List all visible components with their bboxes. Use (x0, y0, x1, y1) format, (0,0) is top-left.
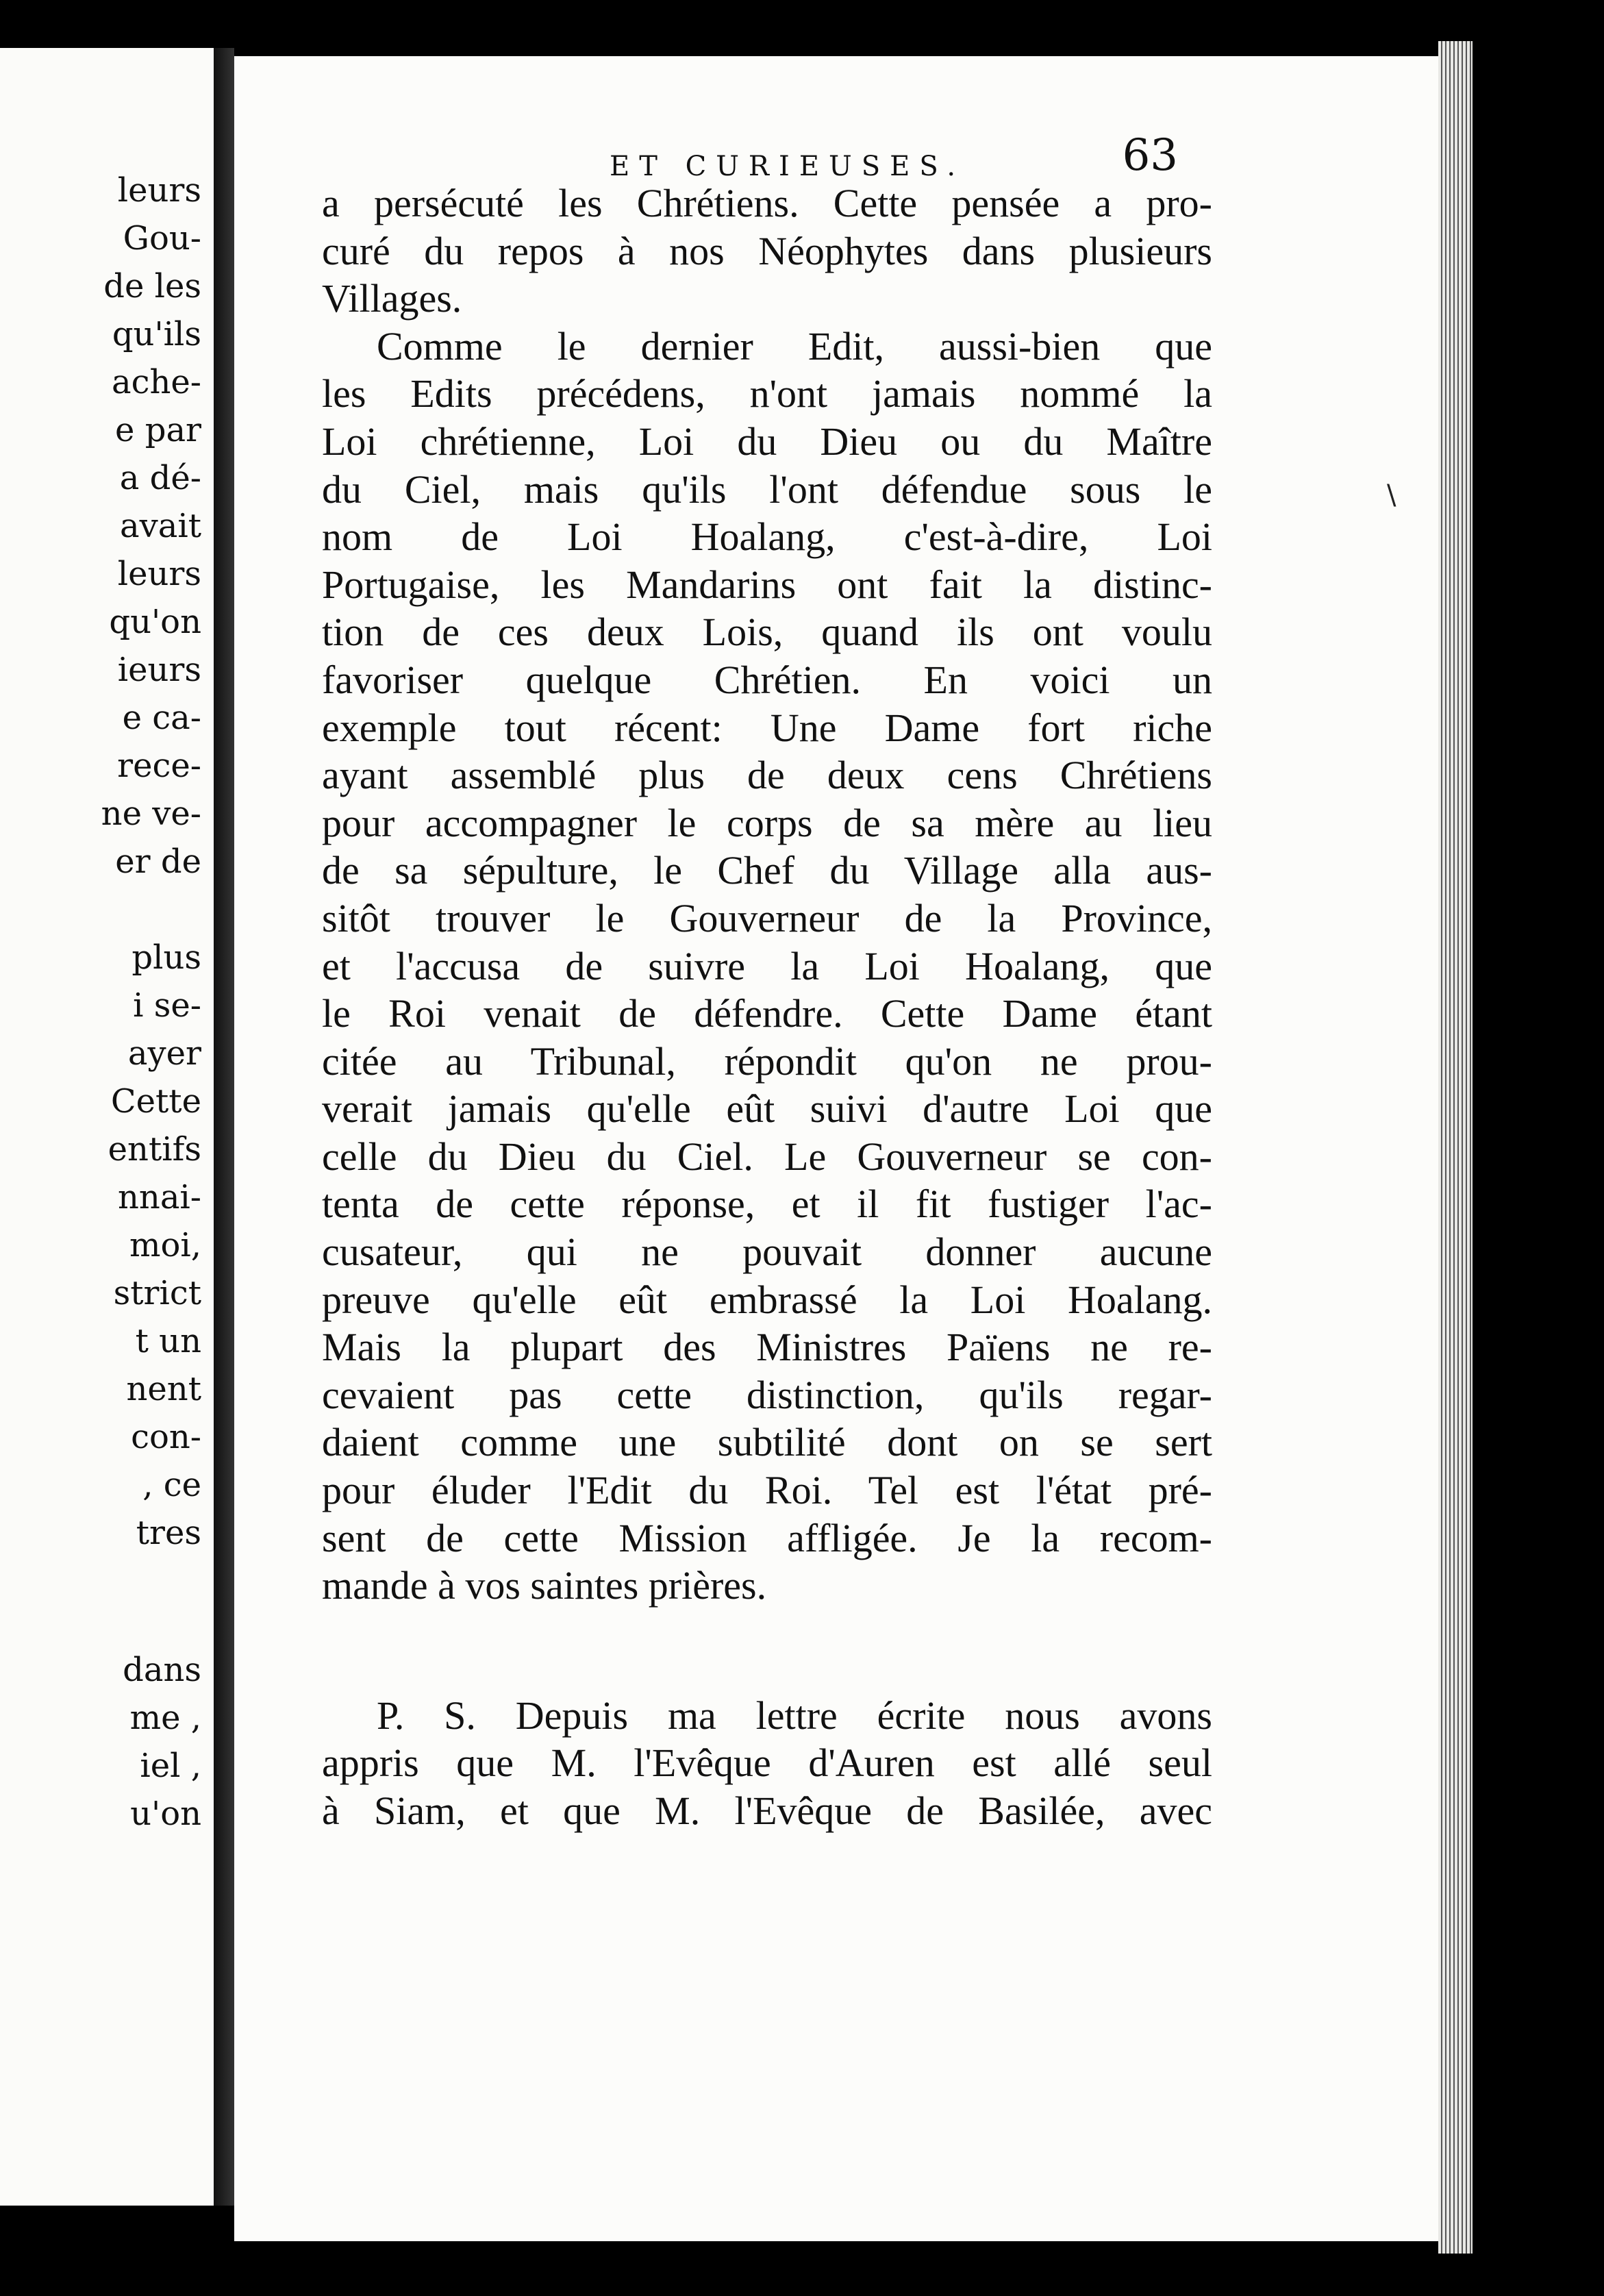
text-line: daient comme une subtilité dont on se sert (322, 1420, 1212, 1465)
left-page-line: Gou- (123, 219, 201, 258)
left-page-line: qu'ils (112, 315, 201, 353)
text-line: appris que M. l'Evêque d'Auren est allé seul (322, 1740, 1212, 1786)
left-page-line: ne ve- (101, 795, 201, 833)
left-page-line: me , (129, 1699, 201, 1737)
text-line: curé du repos à nos Néophytes dans plusieurs (322, 228, 1212, 273)
left-page-line: e ca- (122, 699, 201, 737)
text-line: favoriser quelque Chrétien. En voici un (322, 657, 1212, 702)
left-page-line: nent (126, 1370, 201, 1408)
text-line: sitôt trouver le Gouverneur de la Province, (322, 895, 1212, 940)
left-page-line: avait (120, 507, 201, 545)
left-page-line: iel , (140, 1747, 201, 1785)
left-page-line: a dé- (119, 459, 201, 497)
text-line: du Ciel, mais qu'ils l'ont défendue sous le (322, 466, 1212, 512)
page-number: 63 (1122, 130, 1178, 181)
text-line: les Edits précédens, n'ont jamais nommé la (322, 371, 1212, 416)
left-page-line: Cette (110, 1082, 201, 1121)
text-line: et l'accusa de suivre la Loi Hoalang, que (322, 943, 1212, 988)
left-page-line: con- (131, 1418, 201, 1456)
left-page-line: leurs (117, 171, 201, 210)
left-page-line: plus (131, 938, 201, 977)
text-line: pour éluder l'Edit du Roi. Tel est l'état pré- (322, 1468, 1212, 1513)
text-line: ayant assemblé plus de deux cens Chrétiens (322, 753, 1212, 798)
page-edges (1438, 41, 1473, 2254)
left-page-line: ayer (127, 1034, 201, 1073)
text-line: tenta de cette réponse, et il fit fustiger l'ac- (322, 1182, 1212, 1227)
text-line: Portugaise, les Mandarins ont fait la distinc- (322, 562, 1212, 607)
text-line: Comme le dernier Edit, aussi-bien que (377, 323, 1212, 369)
left-page-line: er de (115, 843, 201, 881)
text-line: Mais la plupart des Ministres Païens ne re- (322, 1325, 1212, 1370)
text-line: citée au Tribunal, répondit qu'on ne prou- (322, 1038, 1212, 1084)
left-page-line: u'on (130, 1795, 201, 1833)
left-page-line: tres (136, 1514, 201, 1552)
text-line: mande à vos saintes prières. (322, 1563, 767, 1608)
left-page-line: , ce (142, 1466, 201, 1504)
text-line: cevaient pas cette distinction, qu'ils regar- (322, 1372, 1212, 1417)
text-line: tion de ces deux Lois, quand ils ont voulu (322, 610, 1212, 655)
paragraph-spacer (322, 1610, 1212, 1692)
text-line: cusateur, qui ne pouvait donner aucune (322, 1230, 1212, 1275)
margin-mark: \ (1387, 479, 1396, 511)
left-page-line: strict (113, 1274, 201, 1312)
left-page-line: rece- (117, 747, 201, 785)
left-page-line: leurs (117, 555, 201, 593)
left-page-line: qu'on (109, 603, 201, 641)
running-title: ET CURIEUSES. (610, 151, 966, 182)
text-line: preuve qu'elle eût embrassé la Loi Hoalang. (322, 1277, 1212, 1322)
left-page-line: ache- (111, 363, 201, 401)
left-page-line: entifs (108, 1130, 201, 1169)
text-line: le Roi venait de défendre. Cette Dame étant (322, 991, 1212, 1036)
left-page-line: moi, (129, 1226, 201, 1264)
text-line: à Siam, et que M. l'Evêque de Basilée, avec (322, 1788, 1212, 1833)
text-line: Villages. (322, 276, 462, 321)
left-page-line: e par (115, 411, 201, 449)
left-facing-page (0, 48, 216, 2206)
text-line: sent de cette Mission affligée. Je la recom- (322, 1515, 1212, 1560)
text-line: nom de Loi Hoalang, c'est-à-dire, Loi (322, 514, 1212, 560)
text-line: a persécuté les Chrétiens. Cette pensée a pro- (322, 181, 1212, 225)
left-page-line: nnai- (117, 1178, 201, 1216)
left-page-line: de les (103, 267, 201, 305)
body-text (322, 179, 1212, 1835)
left-page-line: dans (123, 1651, 201, 1689)
book-gutter (214, 48, 234, 2206)
text-line: celle du Dieu du Ciel. Le Gouverneur se con- (322, 1134, 1212, 1179)
text-line: verait jamais qu'elle eût suivi d'autre Loi que (322, 1086, 1212, 1132)
left-page-line: ieurs (117, 651, 201, 689)
text-line: Loi chrétienne, Loi du Dieu ou du Maître (322, 419, 1212, 464)
text-line: P. S. Depuis ma lettre écrite nous avons (377, 1693, 1212, 1738)
text-line: de sa sépulture, le Chef du Village alla aus- (322, 848, 1212, 893)
text-line: exemple tout récent: Une Dame fort riche (322, 705, 1212, 750)
text-line: pour accompagner le corps de sa mère au lieu (322, 800, 1212, 845)
left-page-line: i se- (133, 986, 201, 1025)
left-page-line: t un (135, 1322, 201, 1360)
